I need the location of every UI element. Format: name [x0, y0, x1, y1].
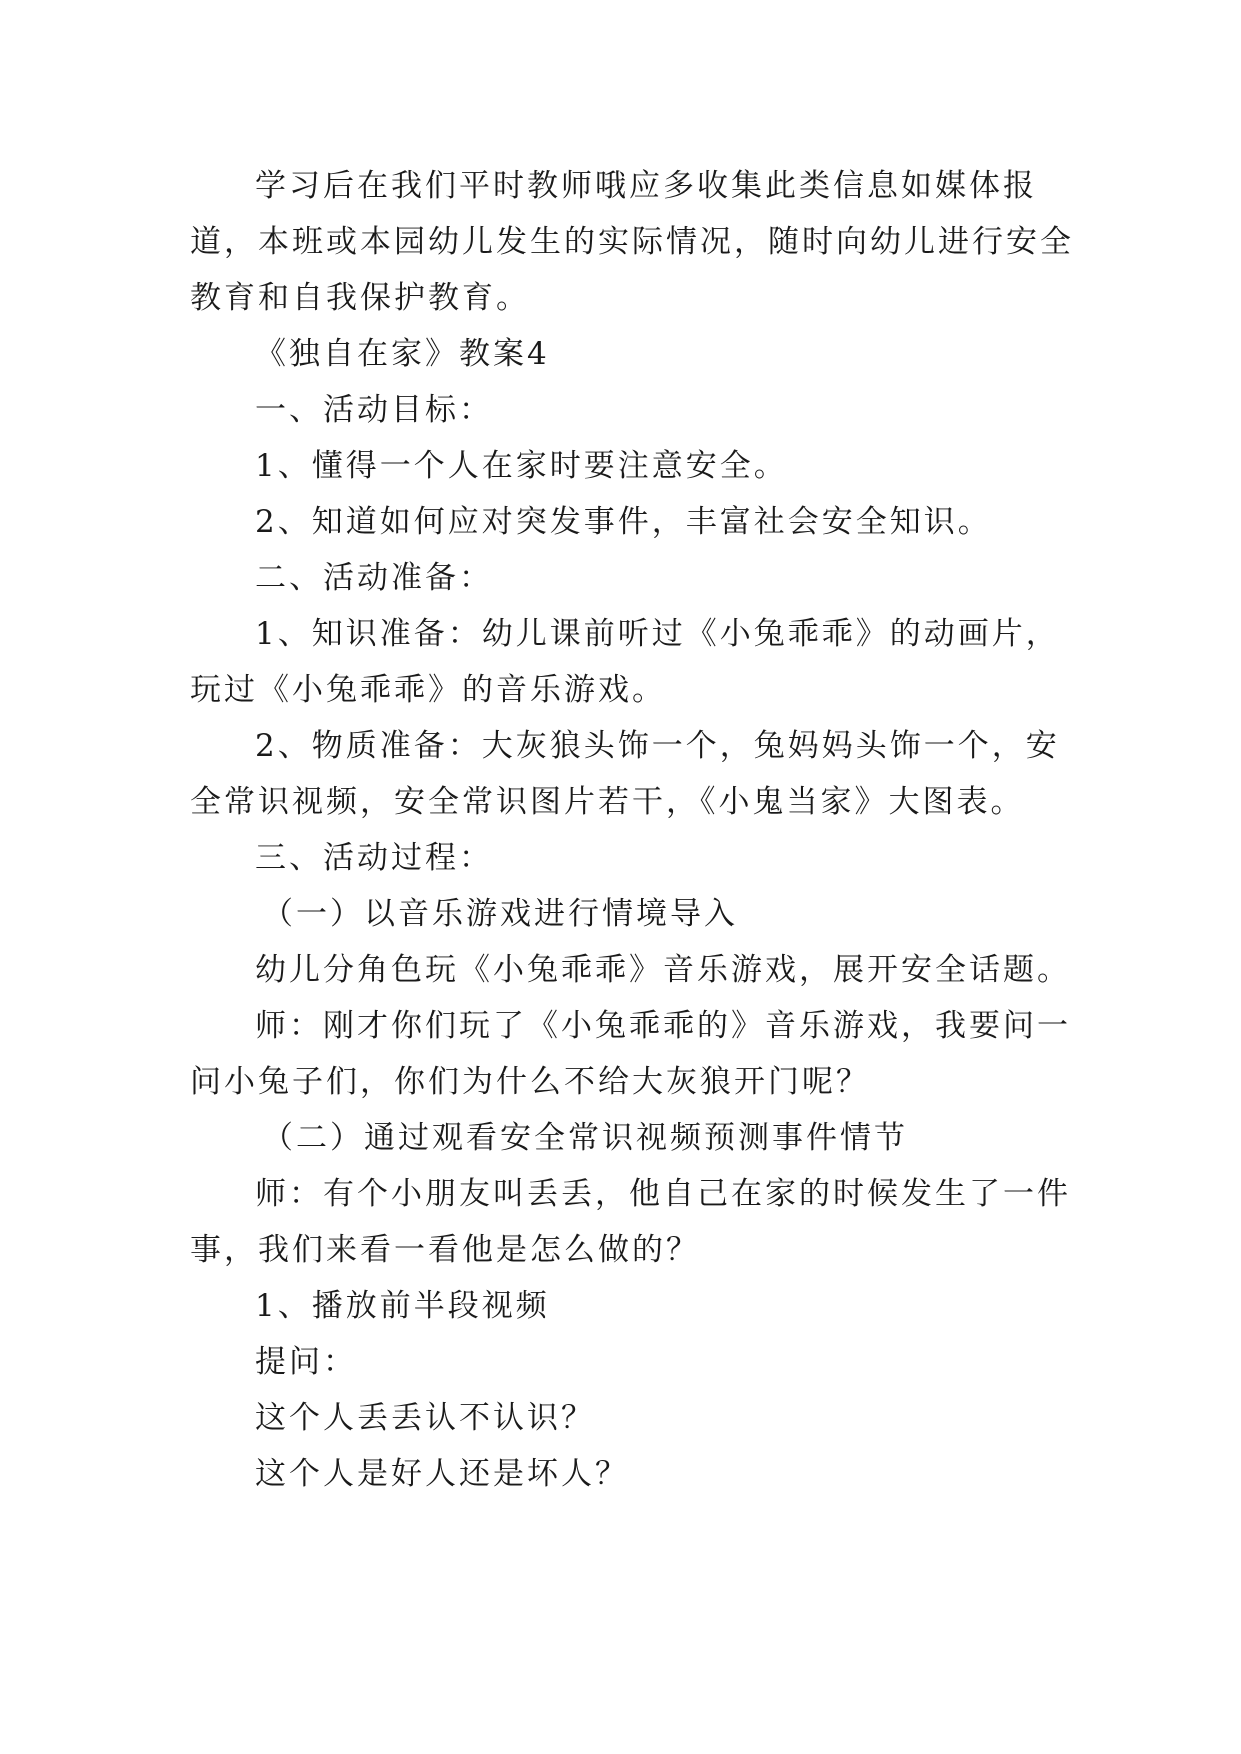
paragraph-line: 师：有个小朋友叫丢丢，他自己在家的时候发生了一件	[255, 1176, 1071, 1212]
paragraph-line: 提问：	[255, 1344, 357, 1380]
list-item: 1、播放前半段视频	[255, 1288, 550, 1324]
list-item: 1、知识准备：幼儿课前听过《小兔乖乖》的动画片，	[255, 616, 1060, 652]
heading-line: 一、活动目标：	[255, 392, 493, 428]
heading-line: 二、活动准备：	[255, 560, 493, 596]
paragraph-line: 教育和自我保护教育。	[190, 280, 530, 316]
paragraph-line: 师：刚才你们玩了《小兔乖乖的》音乐游戏，我要问一	[255, 1008, 1071, 1044]
paragraph-line: 幼儿分角色玩《小兔乖乖》音乐游戏，展开安全话题。	[255, 952, 1071, 988]
subheading-line: （二）通过观看安全常识视频预测事件情节	[262, 1120, 908, 1156]
paragraph-line: 事，我们来看一看他是怎么做的？	[190, 1232, 700, 1268]
subheading-line: （一）以音乐游戏进行情境导入	[262, 896, 738, 932]
paragraph-line: 问小兔子们，你们为什么不给大灰狼开门呢？	[190, 1064, 870, 1100]
list-item: 2、知道如何应对突发事件，丰富社会安全知识。	[255, 504, 992, 540]
paragraph-line: 道，本班或本园幼儿发生的实际情况，随时向幼儿进行安全	[190, 224, 1074, 260]
section-title: 《独自在家》教案4	[255, 336, 550, 372]
paragraph-line: 这个人丢丢认不认识？	[255, 1400, 595, 1436]
paragraph-line: 玩过《小兔乖乖》的音乐游戏。	[190, 672, 666, 708]
paragraph-line: 这个人是好人还是坏人？	[255, 1456, 629, 1492]
heading-line: 三、活动过程：	[255, 840, 493, 876]
paragraph-line: 学习后在我们平时教师哦应多收集此类信息如媒体报	[255, 168, 1037, 204]
list-item: 2、物质准备：大灰狼头饰一个，兔妈妈头饰一个，安	[255, 728, 1060, 764]
paragraph-line: 全常识视频，安全常识图片若干，《小鬼当家》大图表。	[190, 784, 1025, 820]
list-item: 1、懂得一个人在家时要注意安全。	[255, 448, 788, 484]
